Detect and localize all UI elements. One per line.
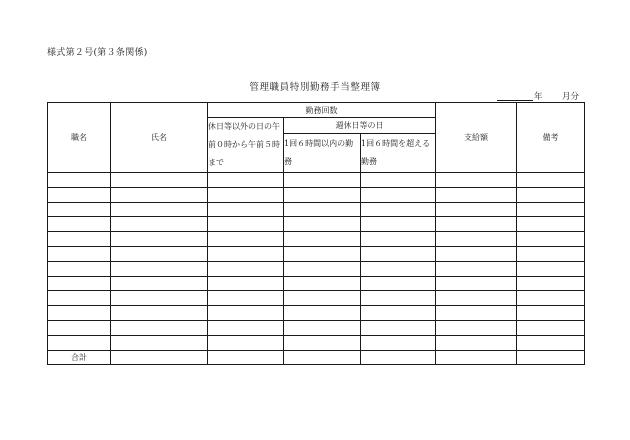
name-cell[interactable] — [111, 306, 208, 321]
payment-cell[interactable] — [436, 335, 517, 350]
over-6h-cell[interactable] — [361, 276, 436, 291]
payment-cell[interactable] — [436, 217, 517, 232]
period-field — [497, 90, 587, 101]
over-6h-cell[interactable] — [361, 217, 436, 232]
allowance-ledger-table — [47, 102, 585, 365]
remarks-cell[interactable] — [517, 261, 585, 276]
over-6h-cell[interactable] — [361, 187, 436, 202]
within-6h-cell[interactable] — [284, 306, 361, 321]
table-row — [48, 261, 585, 276]
payment-cell[interactable] — [436, 306, 517, 321]
col-header-remarks: 備考 — [517, 103, 585, 173]
within-6h-cell[interactable] — [284, 320, 361, 335]
payment-cell[interactable] — [436, 276, 517, 291]
col-header-within-6h: 1回６時間以内の勤務 — [284, 133, 361, 172]
name-cell[interactable] — [111, 232, 208, 247]
name-cell[interactable] — [111, 261, 208, 276]
weekday-night-cell[interactable] — [208, 187, 284, 202]
table-row — [48, 173, 585, 188]
over-6h-cell[interactable] — [361, 261, 436, 276]
document-title: 管理職員特別勤務手当整理簿 — [249, 82, 381, 93]
name-cell[interactable] — [111, 173, 208, 188]
month-label: 月分 — [562, 92, 580, 102]
position-cell[interactable] — [48, 173, 111, 188]
position-cell[interactable] — [48, 335, 111, 350]
table-row — [48, 320, 585, 335]
position-cell[interactable] — [48, 261, 111, 276]
position-cell[interactable] — [48, 306, 111, 321]
position-cell[interactable] — [48, 276, 111, 291]
over-6h-cell[interactable] — [361, 320, 436, 335]
col-header-position: 職名 — [48, 103, 111, 173]
weekday-night-cell[interactable] — [208, 232, 284, 247]
total-remarks-cell[interactable] — [517, 350, 585, 364]
table-row — [48, 187, 585, 202]
total-weekday-night-cell[interactable] — [208, 350, 284, 364]
remarks-cell[interactable] — [517, 306, 585, 321]
total-label: 合計 — [48, 350, 111, 364]
weekday-night-cell[interactable] — [208, 335, 284, 350]
table-row — [48, 217, 585, 232]
name-cell[interactable] — [111, 291, 208, 306]
form-number: 様式第２号(第３条関係) — [47, 48, 148, 58]
name-cell[interactable] — [111, 202, 208, 217]
over-6h-cell[interactable] — [361, 173, 436, 188]
remarks-cell[interactable] — [517, 276, 585, 291]
weekday-night-cell[interactable] — [208, 202, 284, 217]
name-cell[interactable] — [111, 187, 208, 202]
over-6h-cell[interactable] — [361, 202, 436, 217]
table-row — [48, 246, 585, 261]
over-6h-cell[interactable] — [361, 335, 436, 350]
remarks-cell[interactable] — [517, 202, 585, 217]
within-6h-cell[interactable] — [284, 261, 361, 276]
weekday-night-cell[interactable] — [208, 320, 284, 335]
weekday-night-cell[interactable] — [208, 261, 284, 276]
weekday-night-cell[interactable] — [208, 276, 284, 291]
weekday-night-cell[interactable] — [208, 291, 284, 306]
remarks-cell[interactable] — [517, 187, 585, 202]
total-name-cell[interactable] — [111, 350, 208, 364]
weekday-night-cell[interactable] — [208, 217, 284, 232]
position-cell[interactable] — [48, 246, 111, 261]
weekday-night-cell[interactable] — [208, 173, 284, 188]
within-6h-cell[interactable] — [284, 187, 361, 202]
col-header-payment: 支給額 — [436, 103, 517, 173]
payment-cell[interactable] — [436, 187, 517, 202]
within-6h-cell[interactable] — [284, 246, 361, 261]
within-6h-cell[interactable] — [284, 335, 361, 350]
payment-cell[interactable] — [436, 173, 517, 188]
payment-cell[interactable] — [436, 232, 517, 247]
over-6h-cell[interactable] — [361, 306, 436, 321]
position-cell[interactable] — [48, 232, 111, 247]
remarks-cell[interactable] — [517, 335, 585, 350]
table-row — [48, 291, 585, 306]
header-row-1 — [48, 103, 585, 118]
remarks-cell[interactable] — [517, 320, 585, 335]
table-row — [48, 335, 585, 350]
total-payment-cell[interactable] — [436, 350, 517, 364]
payment-cell[interactable] — [436, 320, 517, 335]
within-6h-cell[interactable] — [284, 202, 361, 217]
name-cell[interactable] — [111, 246, 208, 261]
remarks-cell[interactable] — [517, 246, 585, 261]
position-cell[interactable] — [48, 187, 111, 202]
within-6h-cell[interactable] — [284, 217, 361, 232]
table-row — [48, 306, 585, 321]
remarks-cell[interactable] — [517, 173, 585, 188]
name-cell[interactable] — [111, 276, 208, 291]
name-cell[interactable] — [111, 320, 208, 335]
over-6h-cell[interactable] — [361, 246, 436, 261]
col-header-duty-count: 勤務回数 — [208, 103, 436, 118]
position-cell[interactable] — [48, 202, 111, 217]
position-cell[interactable] — [48, 320, 111, 335]
position-cell[interactable] — [48, 291, 111, 306]
total-over-6h-cell[interactable] — [361, 350, 436, 364]
remarks-cell[interactable] — [517, 217, 585, 232]
year-blank-line — [497, 100, 533, 101]
table-row — [48, 232, 585, 247]
payment-cell[interactable] — [436, 202, 517, 217]
total-row — [48, 350, 585, 364]
total-within-6h-cell[interactable] — [284, 350, 361, 364]
payment-cell[interactable] — [436, 291, 517, 306]
table-row — [48, 202, 585, 217]
col-header-over-6h: 1回６時間を超える勤務 — [361, 133, 436, 172]
table-row — [48, 276, 585, 291]
over-6h-cell[interactable] — [361, 232, 436, 247]
year-label: 年 — [534, 92, 543, 102]
name-cell[interactable] — [111, 217, 208, 232]
within-6h-cell[interactable] — [284, 291, 361, 306]
col-header-holiday-group: 週休日等の日 — [284, 118, 436, 134]
within-6h-cell[interactable] — [284, 276, 361, 291]
col-header-weekday-night: 休日等以外の日の午前０時から午前５時まで — [208, 118, 284, 173]
remarks-cell[interactable] — [517, 232, 585, 247]
payment-cell[interactable] — [436, 261, 517, 276]
over-6h-cell[interactable] — [361, 291, 436, 306]
payment-cell[interactable] — [436, 246, 517, 261]
within-6h-cell[interactable] — [284, 173, 361, 188]
name-cell[interactable] — [111, 335, 208, 350]
position-cell[interactable] — [48, 217, 111, 232]
remarks-cell[interactable] — [517, 291, 585, 306]
weekday-night-cell[interactable] — [208, 306, 284, 321]
within-6h-cell[interactable] — [284, 232, 361, 247]
col-header-name: 氏名 — [111, 103, 208, 173]
weekday-night-cell[interactable] — [208, 246, 284, 261]
